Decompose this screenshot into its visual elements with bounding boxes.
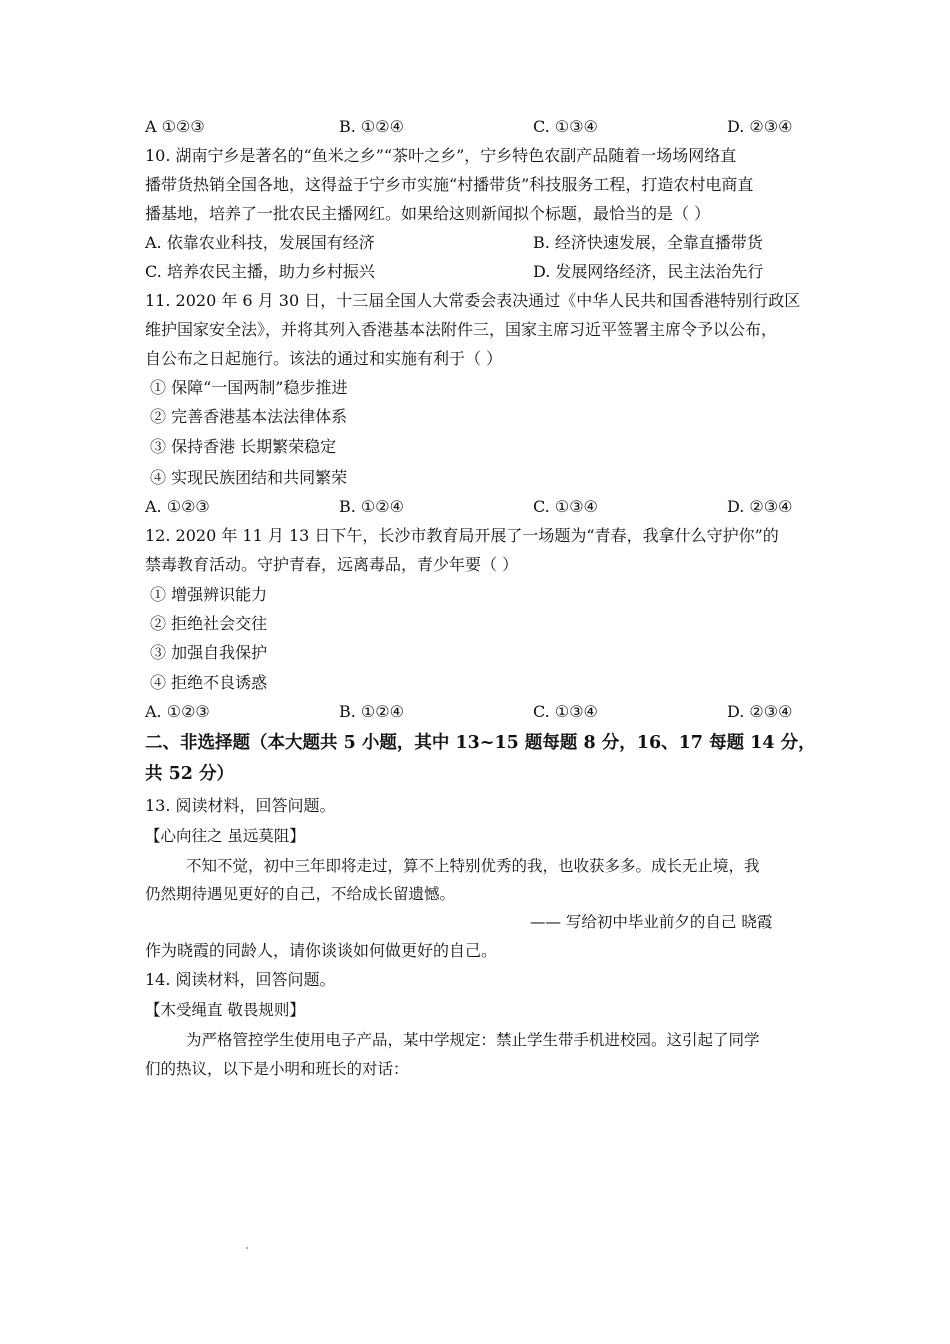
q13-material-tag: 【心向往之 虽远莫阻】 xyxy=(145,827,305,845)
q10-option-c: C. 培养农民主播，助力乡村振兴 xyxy=(145,262,375,281)
section-heading: 共 52 分） xyxy=(145,764,235,784)
q13-material-line: 不知不觉，初中三年即将走过，算不上特别优秀的我，也收获多多。成长无止境，我 xyxy=(186,857,760,875)
q11-stem-line: 11. 2020 年 6 月 30 日，十三届全国人大常委会表决通过《中华人民共和国香港特别行政区 xyxy=(145,291,801,310)
q11-option-a: A. ①②③ xyxy=(145,497,210,516)
q12-item: ④ 拒绝不良诱惑 xyxy=(150,673,268,692)
section-heading: 二、非选择题（本大题共 5 小题，其中 13~15 题每题 8 分，16、17 每题 14 分， xyxy=(145,733,816,753)
q11-item: ② 完善香港基本法法律体系 xyxy=(150,407,348,426)
q12-option-a: A. ①②③ xyxy=(145,702,210,721)
q10-option-d: D. 发展网络经济，民主法治先行 xyxy=(533,262,764,281)
q14-title: 14. 阅读材料，回答问题。 xyxy=(145,970,336,989)
q12-item: ③ 加强自我保护 xyxy=(150,643,268,662)
q11-stem-line: 维护国家安全法》，并将其列入香港基本法附件三，国家主席习近平签署主席令予以公布， xyxy=(145,320,778,339)
q11-item: ③ 保持香港 长期繁荣稳定 xyxy=(150,437,337,456)
q12-item: ① 增强辨识能力 xyxy=(150,585,268,604)
q9-option-c: C. ①③④ xyxy=(533,117,598,136)
q12-stem-line: 12. 2020 年 11 月 13 日下午，长沙市教育局开展了一场题为“青春，我拿什么守护你”的 xyxy=(145,526,779,545)
page-footer-mark xyxy=(246,1247,248,1249)
q12-option-d: D. ②③④ xyxy=(727,702,793,721)
q13-title: 13. 阅读材料，回答问题。 xyxy=(145,796,336,815)
q10-option-b: B. 经济快速发展，全靠直播带货 xyxy=(533,233,763,252)
q9-option-d: D. ②③④ xyxy=(727,117,793,136)
q14-material-line: 们的热议，以下是小明和班长的对话： xyxy=(145,1060,409,1078)
q9-option-a: A ①②③ xyxy=(145,117,205,136)
q12-stem-line: 禁毒教育活动。守护青春，远离毒品，青少年要（ ） xyxy=(145,555,519,574)
q13-signature: —— 写给初中毕业前夕的自己 晓霞 xyxy=(530,913,773,931)
q11-stem-line: 自公布之日起施行。该法的通过和实施有利于（ ） xyxy=(145,349,503,368)
q11-item: ④ 实现民族团结和共同繁荣 xyxy=(150,468,348,487)
q14-material-tag: 【木受绳直 敬畏规则】 xyxy=(145,1001,305,1019)
q11-item: ① 保障“一国两制”稳步推进 xyxy=(150,378,348,397)
q9-option-b: B. ①②④ xyxy=(339,117,404,136)
q13-material-line: 仍然期待遇见更好的自己，不给成长留遗憾。 xyxy=(145,885,456,903)
q11-option-c: C. ①③④ xyxy=(533,497,598,516)
q10-stem-line: 播带货热销全国各地，这得益于宁乡市实施“村播带货”科技服务工程，打造农村电商直 xyxy=(145,175,754,194)
q10-stem-line: 10. 湖南宁乡是著名的“鱼米之乡”“茶叶之乡”，宁乡特色农副产品随着一场场网络直 xyxy=(145,146,737,165)
q12-item: ② 拒绝社会交往 xyxy=(150,614,268,633)
q12-option-b: B. ①②④ xyxy=(339,702,404,721)
q11-option-b: B. ①②④ xyxy=(339,497,404,516)
q12-option-c: C. ①③④ xyxy=(533,702,598,721)
q10-option-a: A. 依靠农业科技，发展国有经济 xyxy=(145,233,375,252)
q10-stem-line: 播基地，培养了一批农民主播网红。如果给这则新闻拟个标题，最恰当的是（ ） xyxy=(145,204,711,223)
q13-question: 作为晓霞的同龄人，请你谈谈如何做更好的自己。 xyxy=(145,941,498,960)
q11-option-d: D. ②③④ xyxy=(727,497,793,516)
q14-material-line: 为严格管控学生使用电子产品，某中学规定：禁止学生带手机进校园。这引起了同学 xyxy=(186,1031,760,1049)
